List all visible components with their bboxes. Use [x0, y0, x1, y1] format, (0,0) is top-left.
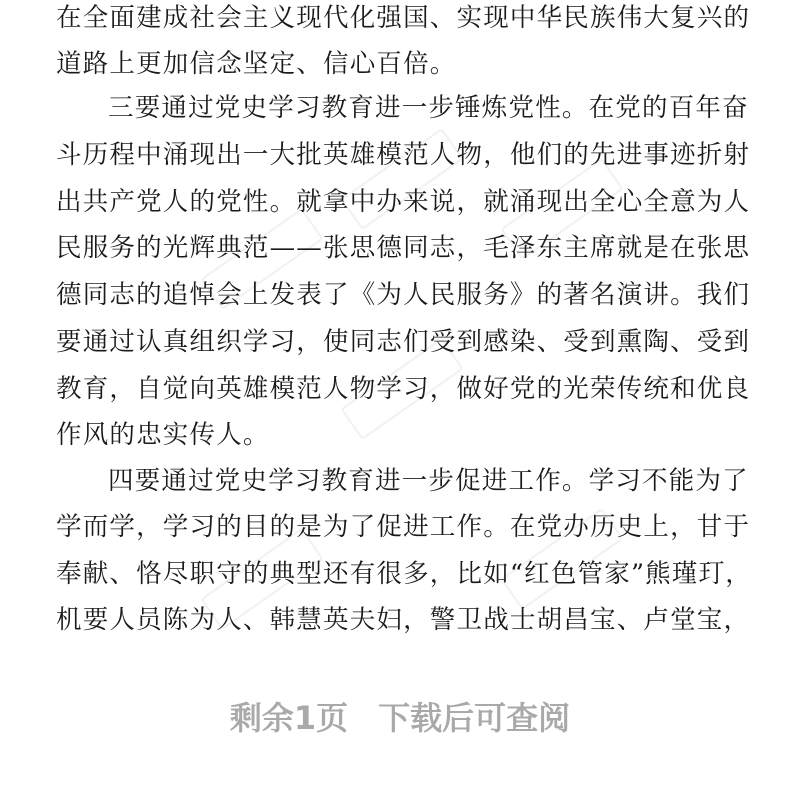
text-line: 教育，自觉向英雄模范人物学习，做好党的光荣传统和优良 [56, 374, 751, 404]
text-line: 出共产党人的党性。就拿中办来说，就涌现出全心全意为人 [56, 187, 751, 217]
download-prompt[interactable] [0, 696, 800, 740]
text-line: 德同志的追悼会上发表了《为人民服务》的著名演讲。我们 [56, 280, 751, 310]
remaining-pages-label: 剩余1页 [229, 699, 349, 737]
text-line: 奉献、恪尽职守的典型还有很多，比如“红色管家”熊瑾玎， [56, 559, 752, 589]
paragraph-start-line: 四要通过党史学习教育进一步促进工作。学习不能为了 [108, 466, 749, 496]
text-line: 道路上更加信念坚定、信心百倍。 [56, 49, 457, 79]
text-line: 民服务的光辉典范——张思德同志，毛泽东主席就是在张思 [56, 233, 751, 263]
text-line: 在全面建成社会主义现代化强国、实现中华民族伟大复兴的 [56, 3, 751, 33]
text-line: 作风的忠实传人。 [56, 420, 270, 450]
text-line: 要通过认真组织学习，使同志们受到感染、受到熏陶、受到 [56, 327, 751, 357]
text-line: 斗历程中涌现出一大批英雄模范人物，他们的先进事迹折射 [56, 140, 751, 170]
text-line: 学而学，学习的目的是为了促进工作。在党办历史上，甘于 [56, 512, 751, 542]
paragraph-start-line: 三要通过党史学习教育进一步锤炼党性。在党的百年奋 [108, 93, 749, 123]
text-line: 机要人员陈为人、韩慧英夫妇，警卫战士胡昌宝、卢堂宝， [56, 605, 751, 635]
download-to-view-label: 下载后可查阅 [378, 699, 571, 737]
